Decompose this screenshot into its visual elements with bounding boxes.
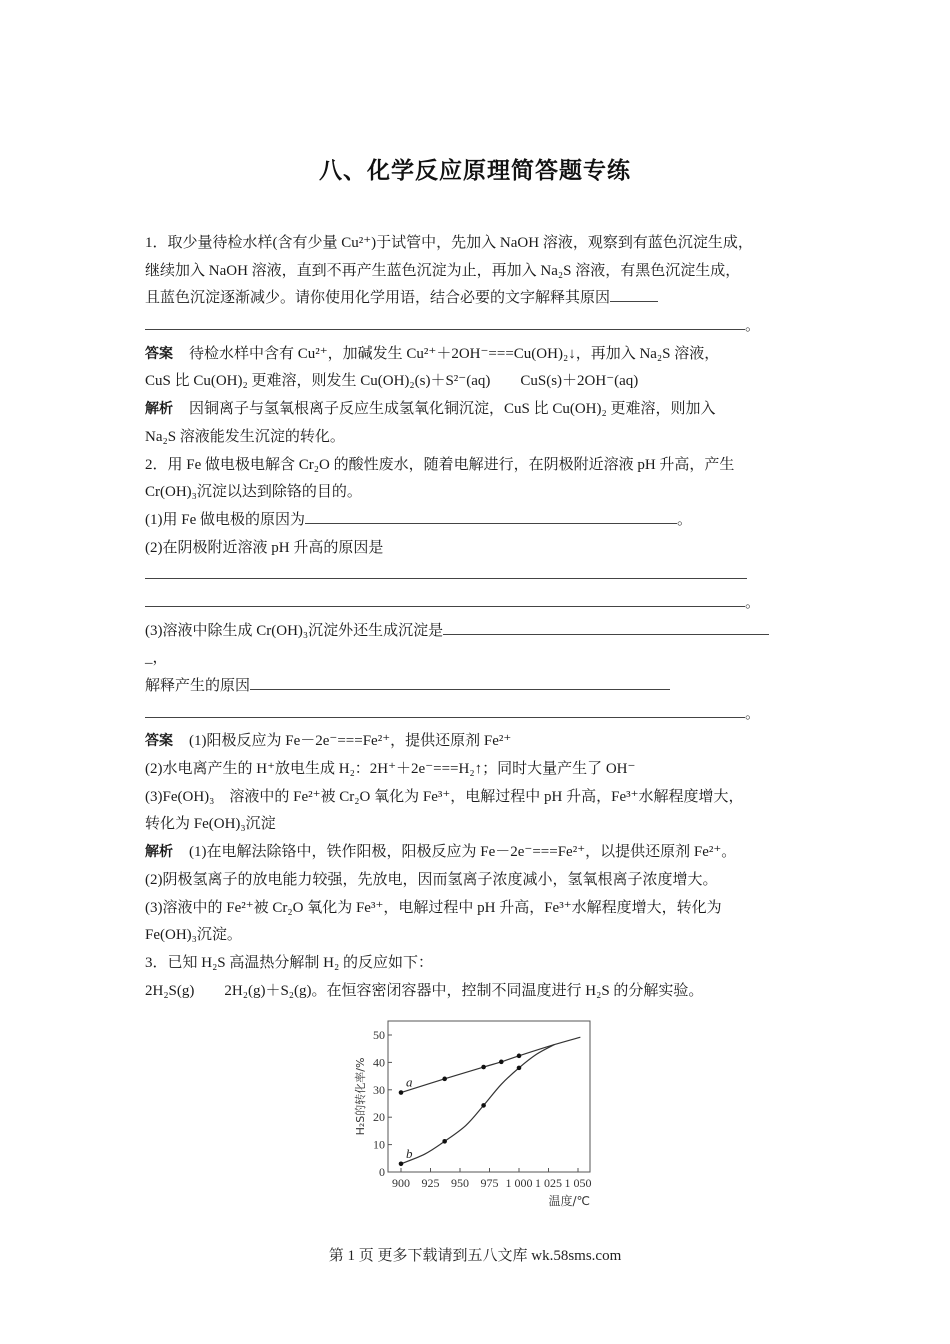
q2-answer: (3)Fe(OH)₃ 溶液中的 Fe²⁺被 Cr₂O 氧化为 Fe³⁺，电解过程中 pH 升高，Fe³⁺水解程度增大，	[145, 788, 744, 805]
q2-analysis: 解析 (1)在电解法除铬中，铁作阳极，阳极反应为 Fe－2e⁻===Fe²⁺，以提供还原剂 Fe²⁺。	[145, 844, 737, 861]
answer-blank[interactable]	[145, 315, 745, 330]
q2-answer: 答案 (1)阳极反应为 Fe－2e⁻===Fe²⁺，提供还原剂 Fe²⁺	[145, 733, 512, 750]
q3-line: 3．已知 H₂S 高温热分解制 H₂ 的反应如下：	[145, 954, 433, 971]
answer-blank-line: 。	[145, 590, 815, 618]
y-tick-label: 30	[373, 1082, 385, 1097]
y-tick-label: 10	[373, 1137, 385, 1152]
data-point-b	[399, 1161, 404, 1166]
y-tick-label: 50	[373, 1028, 385, 1042]
answer-blank-line	[145, 562, 815, 590]
answer-blank[interactable]	[443, 620, 769, 635]
q3-line: 2H₂S(g) 2H₂(g)＋S₂(g)。在恒容密闭容器中，控制不同温度进行 H₂S 的分解实验。	[145, 982, 704, 999]
q2-line: 2．用 Fe 做电极电解含 Cr₂O 的酸性废水，随着电解进行，在阴极附近溶液 pH 升高，产生	[145, 456, 735, 473]
x-tick-label: 900	[392, 1176, 410, 1190]
q2-analysis: Fe(OH)₃沉淀。	[145, 927, 242, 944]
q2-sub2: (2)在阴极附近溶液 pH 升高的原因是	[145, 539, 384, 556]
answer-label: 答案	[145, 733, 173, 750]
series-line-b	[401, 1045, 554, 1164]
page-title: 八、化学反应原理简答题专练	[319, 158, 631, 184]
page-footer: 第 1 页 更多下载请到五八文库 wk.58sms.com	[328, 1248, 622, 1264]
q1-analysis: 解析 因铜离子与氢氧根离子反应生成氢氧化铜沉淀，CuS 比 Cu(OH)₂ 更难溶，则加入	[145, 401, 716, 418]
q2-sub3-reason: 解释产生的原因	[145, 673, 815, 701]
y-tick-label: 40	[373, 1055, 385, 1070]
q1-prompt: 且蓝色沉淀逐渐减少。请你使用化学用语，结合必要的文字解释其原因	[145, 290, 611, 307]
x-tick-label: 1 025	[535, 1176, 562, 1190]
answer-blank-line: 。	[145, 701, 815, 729]
answer-blank[interactable]	[145, 592, 745, 607]
series-label-a: a	[406, 1074, 413, 1090]
y-tick-label: 20	[373, 1110, 385, 1125]
x-tick-label: 975	[480, 1176, 499, 1190]
answer-blank[interactable]	[610, 287, 658, 302]
x-axis-label: 温度/℃	[548, 1194, 590, 1208]
data-point-a	[499, 1060, 504, 1065]
series-label-b: b	[406, 1145, 413, 1161]
answer-blank[interactable]	[145, 703, 745, 718]
x-tick-label: 1 050	[564, 1176, 592, 1190]
q2-answer: (2)水电离产生的 H⁺放电生成 H₂：2H⁺＋2e⁻===H₂↑；同时大量产生了 OH⁻	[145, 761, 636, 778]
q2-sub1: (1)用 Fe 做电极的原因为 。	[145, 507, 815, 535]
q2-analysis: (2)阴极氢离子的放电能力较强，先放电，因而氢离子浓度减小，氢氧根离子浓度增大。	[145, 871, 718, 888]
q1-line	[145, 285, 815, 313]
q2-line: Cr(OH)₃沉淀以达到除铬的目的。	[145, 484, 362, 501]
q1-line: 1．取少量待检水样(含有少量 Cu²⁺)于试管中，先加入 NaOH 溶液，观察到有蓝色沉淀生成，	[145, 235, 753, 251]
analysis-label: 解析	[145, 401, 173, 418]
data-point-b	[442, 1139, 447, 1144]
q1-analysis: Na₂S 溶液能发生沉淀的转化。	[145, 428, 345, 445]
answer-label: 答案	[145, 345, 173, 362]
conversion-chart	[340, 1012, 610, 1212]
answer-blank[interactable]	[305, 509, 677, 524]
plot-frame	[388, 1021, 590, 1172]
data-point-a	[442, 1077, 447, 1082]
y-tick-label: 0	[379, 1165, 385, 1179]
x-tick-label: 950	[451, 1176, 469, 1190]
q1-answer: CuS 比 Cu(OH)₂ 更难溶，则发生 Cu(OH)₂(s)＋S²⁻(aq) CuS(s)＋2OH⁻(aq)	[145, 373, 639, 390]
q2-answer: 转化为 Fe(OH)₃沉淀	[145, 816, 276, 833]
y-axis-label: H₂S的转化率/%	[354, 1057, 367, 1136]
q2-sub3: (3)溶液中除生成 Cr(OH)₃沉淀外还生成沉淀是	[145, 618, 815, 646]
chart-svg	[340, 1012, 610, 1212]
q1-line: 继续加入 NaOH 溶液，直到不再产生蓝色沉淀为止，再加入 Na₂S 溶液，有黑色沉淀生成，	[145, 262, 741, 279]
answer-blank[interactable]	[145, 564, 747, 579]
data-point-a	[481, 1065, 486, 1070]
answer-blank-line: 。	[145, 313, 815, 341]
data-point-a	[517, 1054, 522, 1059]
q2-analysis: (3)溶液中的 Fe²⁺被 Cr₂O 氧化为 Fe³⁺，电解过程中 pH 升高，Fe³⁺水解程度增大，转化为	[145, 899, 722, 916]
answer-blank[interactable]	[250, 675, 670, 690]
analysis-label: 解析	[145, 844, 173, 861]
x-tick-label: 1 000	[505, 1176, 533, 1190]
q2-sub3-cont: _，	[145, 650, 168, 667]
document-body	[145, 230, 815, 1005]
data-point-a	[399, 1090, 404, 1095]
q1-answer: 答案 待检水样中含有 Cu²⁺，加碱发生 Cu²⁺＋2OH⁻===Cu(OH)₂↓，再加入 Na₂S 溶液，	[145, 345, 720, 362]
x-tick-label: 925	[421, 1176, 440, 1190]
data-point-b	[517, 1066, 522, 1071]
data-point-b	[481, 1103, 486, 1108]
